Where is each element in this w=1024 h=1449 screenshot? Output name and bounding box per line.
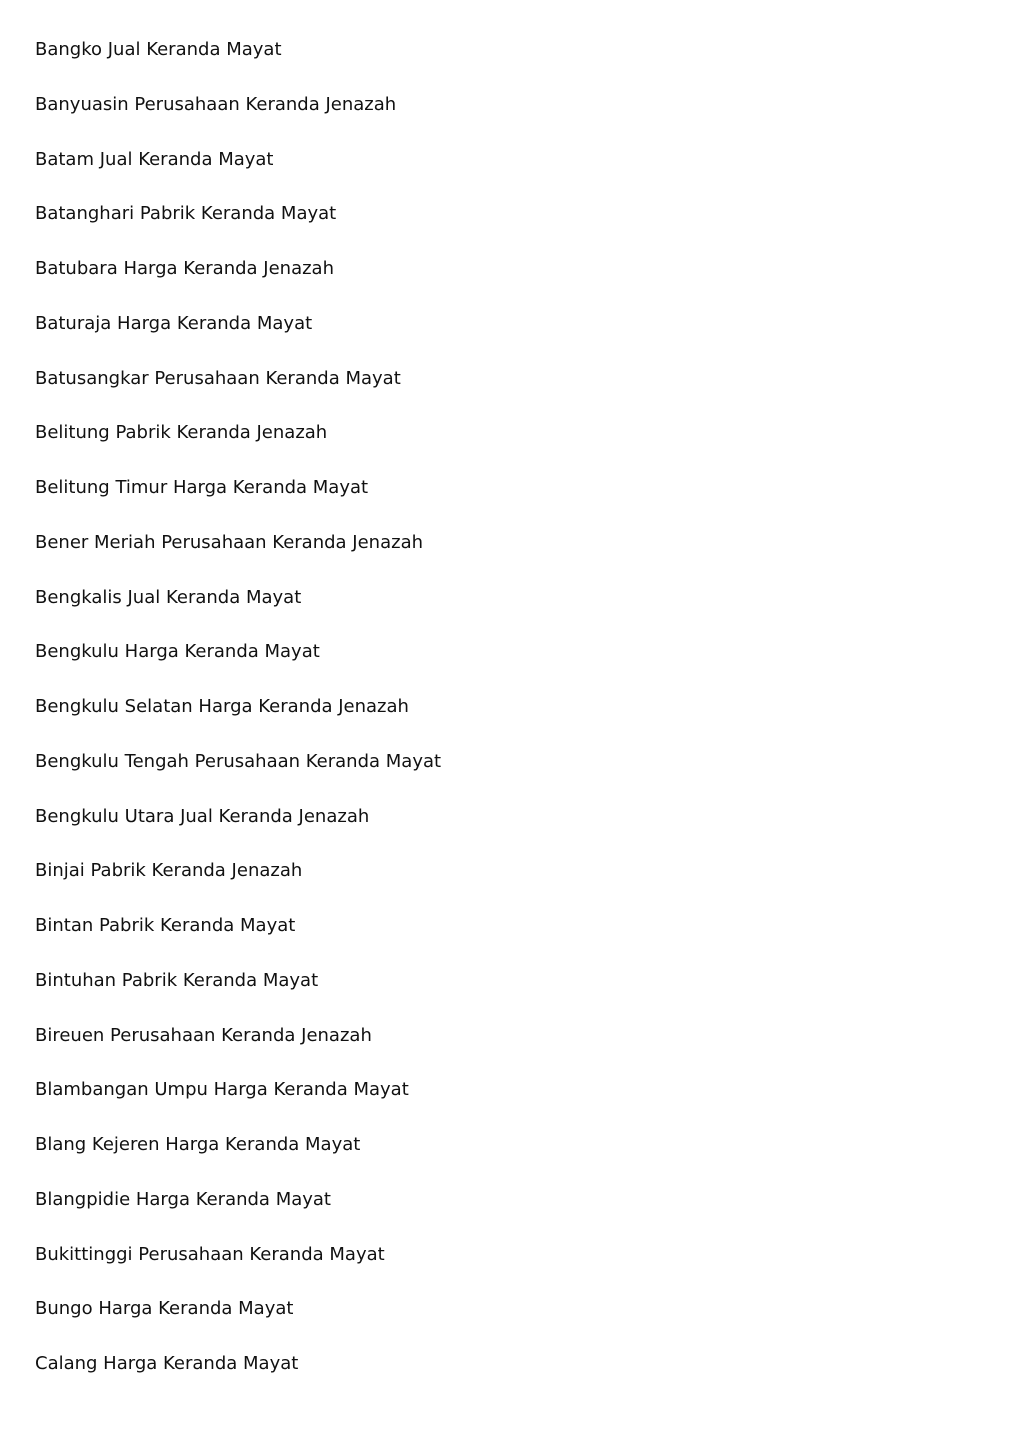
list-item: Bintuhan Pabrik Keranda Mayat xyxy=(35,969,319,991)
list-item: Bukittinggi Perusahaan Keranda Mayat xyxy=(35,1243,385,1265)
list-item: Bintan Pabrik Keranda Mayat xyxy=(35,915,296,936)
list-item: Bangko Jual Keranda Mayat xyxy=(35,39,282,60)
list-item: Blambangan Umpu Harga Keranda Mayat xyxy=(35,1079,409,1101)
list-item: Bengkulu Tengah Perusahaan Keranda Mayat xyxy=(35,750,442,772)
list-item: Belitung Pabrik Keranda Jenazah xyxy=(35,422,328,444)
location-list xyxy=(35,36,441,1405)
list-item: Bengkulu Selatan Harga Keranda Jenazah xyxy=(35,696,409,717)
list-item: Batam Jual Keranda Mayat xyxy=(35,148,274,170)
list-item: Bengkulu Utara Jual Keranda Jenazah xyxy=(35,805,370,827)
list-item: Batanghari Pabrik Keranda Mayat xyxy=(35,203,337,225)
list-item: Blangpidie Harga Keranda Mayat xyxy=(35,1188,331,1210)
list-item: Bungo Harga Keranda Mayat xyxy=(35,1298,294,1320)
list-item: Blang Kejeren Harga Keranda Mayat xyxy=(35,1134,361,1155)
list-item: Bengkalis Jual Keranda Mayat xyxy=(35,586,302,608)
list-item: Baturaja Harga Keranda Mayat xyxy=(35,312,313,334)
list-item: Belitung Timur Harga Keranda Mayat xyxy=(35,477,369,498)
list-item: Bengkulu Harga Keranda Mayat xyxy=(35,641,320,663)
list-item: Banyuasin Perusahaan Keranda Jenazah xyxy=(35,93,397,115)
list-item: Bener Meriah Perusahaan Keranda Jenazah xyxy=(35,531,424,553)
list-item: Bireuen Perusahaan Keranda Jenazah xyxy=(35,1024,372,1046)
list-item: Batusangkar Perusahaan Keranda Mayat xyxy=(35,367,401,389)
list-item: Batubara Harga Keranda Jenazah xyxy=(35,258,334,279)
list-item: Calang Harga Keranda Mayat xyxy=(35,1353,299,1374)
list-item: Binjai Pabrik Keranda Jenazah xyxy=(35,860,303,882)
